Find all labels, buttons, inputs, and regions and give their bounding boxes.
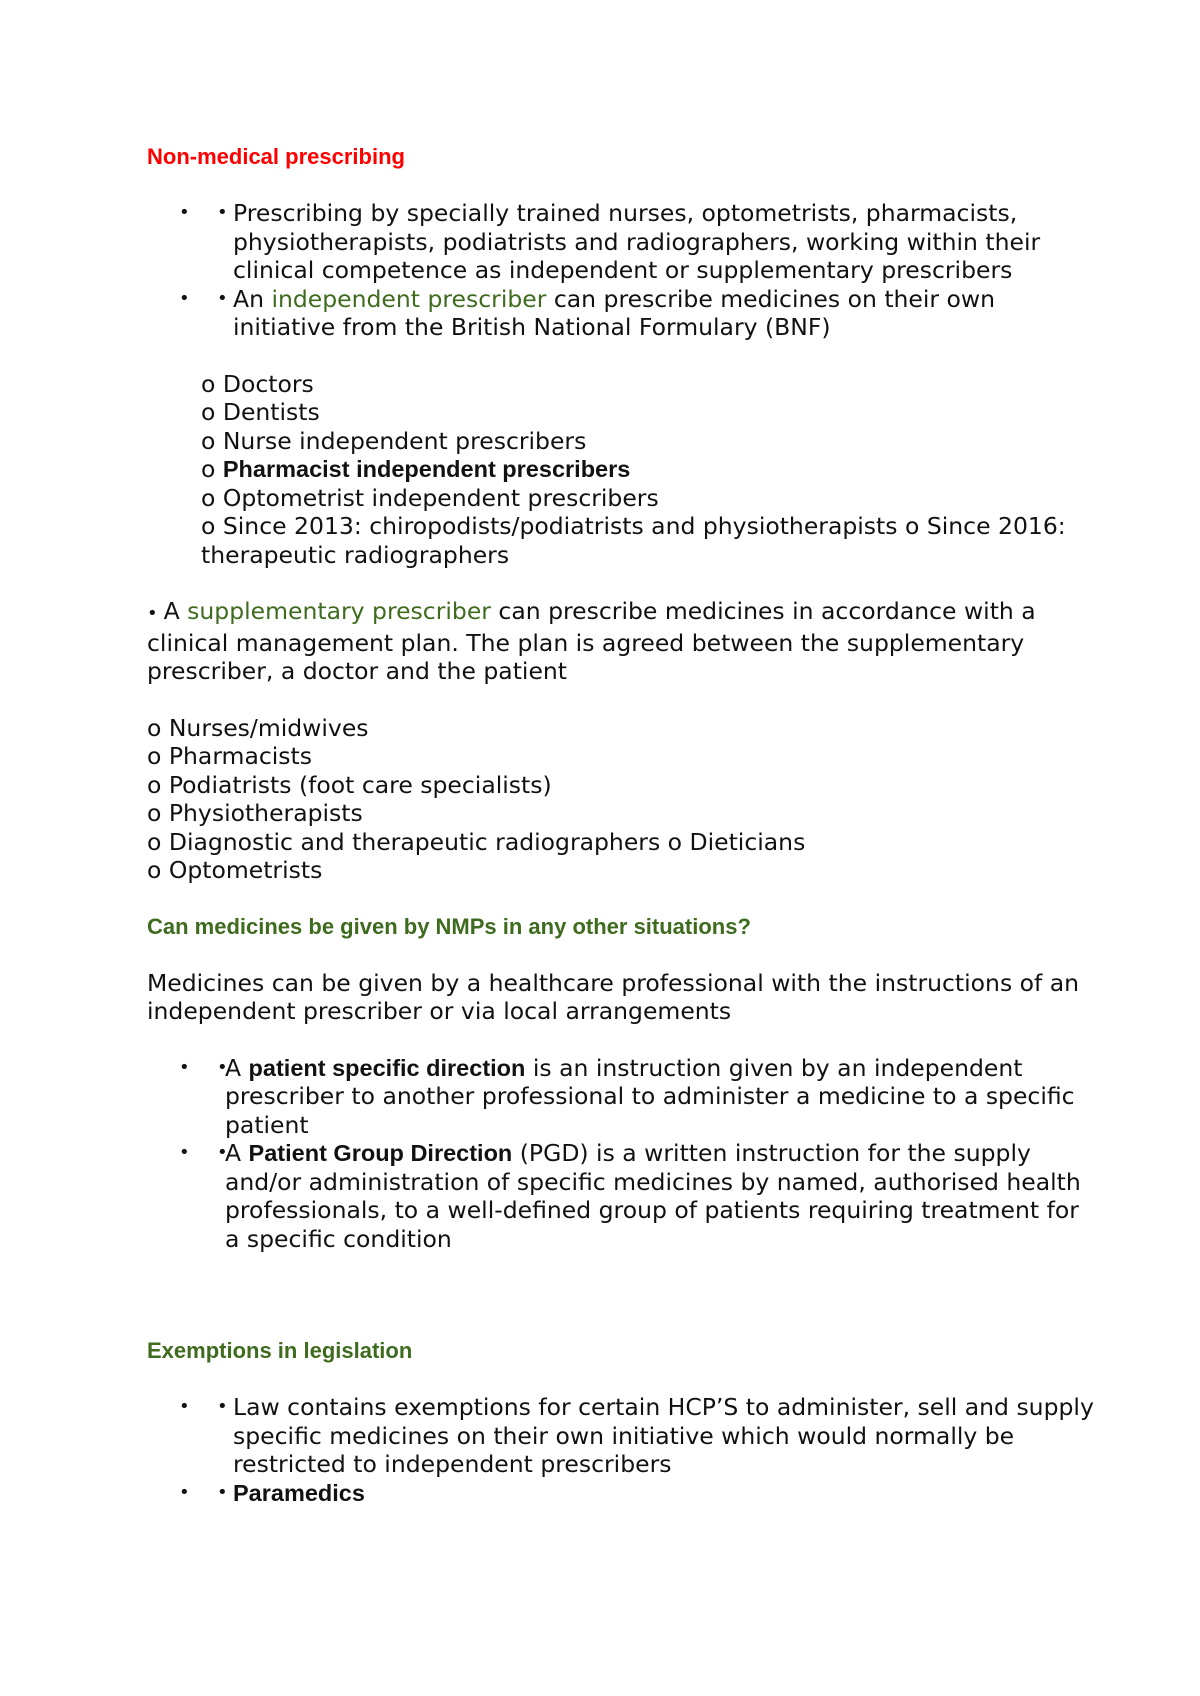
- bullet-icon: •: [217, 1481, 228, 1503]
- list-item-text: A patient specific direction is an instruction given by an independent prescriber to another professional to administer a medicine to a specific patient: [225, 1053, 1075, 1139]
- bullet-icon: •: [217, 1396, 228, 1417]
- list-item: o Dentists: [201, 398, 320, 426]
- list-item: [147, 1054, 1097, 1140]
- list-item: o Physiotherapists: [147, 799, 363, 827]
- list-item: o Nurses/midwives: [147, 713, 369, 742]
- term-supplementary-prescriber: supplementary prescriber: [187, 597, 491, 625]
- list-item: [147, 1393, 1097, 1479]
- bullet-icon: •: [147, 603, 158, 624]
- pharmacist-independent-prescribers: Pharmacist independent prescribers: [222, 456, 631, 482]
- list-item: o Diagnostic and therapeutic radiographers o Dieticians: [147, 827, 806, 856]
- bullet-icon: •: [217, 287, 228, 309]
- list-item: o Podiatrists (foot care specialists): [147, 770, 552, 799]
- section2-intro: Medicines can be given by a healthcare professional with the instructions of an independent prescriber or via local arrangements: [147, 968, 1080, 1025]
- list-item-text: An independent prescriber can prescribe medicines on their own initiative from the British National Formulary (BNF): [233, 284, 996, 341]
- bullet-icon: •: [179, 1056, 190, 1078]
- term-patient-group-direction: Patient Group Direction: [248, 1140, 513, 1166]
- list-item: [147, 1479, 1097, 1508]
- list-item: o Since 2013: chiropodists/podiatrists and physiotherapists o Since 2016: therapeutic radiographers: [201, 512, 1066, 569]
- section-heading-nmp-situations: Can medicines be given by NMPs in any other situations?: [147, 913, 751, 939]
- list-item: o Pharmacist independent prescribers: [201, 455, 631, 483]
- list-item: [147, 1139, 1097, 1253]
- bullet-icon: •: [179, 1396, 190, 1417]
- term-patient-specific-direction: patient specific direction: [248, 1054, 526, 1081]
- bullet-list: [147, 1393, 1097, 1507]
- bullet-list: [147, 1054, 1097, 1254]
- list-item: o Pharmacists: [147, 742, 313, 770]
- independent-prescriber-list: [147, 370, 1097, 570]
- bullet-icon: •: [179, 1142, 190, 1163]
- term-independent-prescriber: independent prescriber: [271, 284, 547, 313]
- list-item: o Doctors: [201, 369, 314, 398]
- bullet-icon: •: [179, 202, 190, 223]
- list-item: [147, 285, 1097, 342]
- bullet-icon: •: [217, 1056, 228, 1078]
- supplementary-prescriber-list: [147, 714, 1097, 885]
- term-paramedics: Paramedics: [233, 1479, 365, 1506]
- list-item: [147, 199, 1097, 285]
- list-item: o Optometrist independent prescribers: [201, 483, 659, 512]
- list-item: o Optometrists: [147, 856, 323, 884]
- bullet-icon: •: [179, 1481, 190, 1503]
- list-item-text: Prescribing by specially trained nurses, optometrists, pharmacists, physiotherapists, podiatrists and radiographers, working within their clinical competence as independent or supplementary prescribers: [233, 199, 1041, 284]
- section-heading-non-medical-prescribing: Non-medical prescribing: [147, 144, 405, 169]
- supplementary-prescriber-paragraph: • A supplementary prescriber can prescribe medicines in accordance with a clinical management plan. The plan is agreed between the supplementary prescriber, a doctor and the patient: [147, 597, 1036, 685]
- bullet-icon: •: [179, 287, 190, 309]
- list-item-text: Law contains exemptions for certain HCP’S to administer, sell and supply specific medicines on their own initiative which would normally be restricted to independent prescribers: [233, 1393, 1094, 1478]
- bullet-icon: •: [217, 202, 228, 223]
- document-body: [147, 143, 1097, 1507]
- bullet-list: [147, 199, 1097, 342]
- list-item: o Nurse independent prescribers: [201, 426, 587, 455]
- list-item-text: A Patient Group Direction (PGD) is a written instruction for the supply and/or administration of specific medicines by named, authorised health professionals, to a well-defined group of patients requiring treatment for a specific condition: [225, 1139, 1081, 1253]
- section-heading-exemptions: Exemptions in legislation: [147, 1338, 413, 1363]
- bullet-icon: •: [217, 1142, 228, 1163]
